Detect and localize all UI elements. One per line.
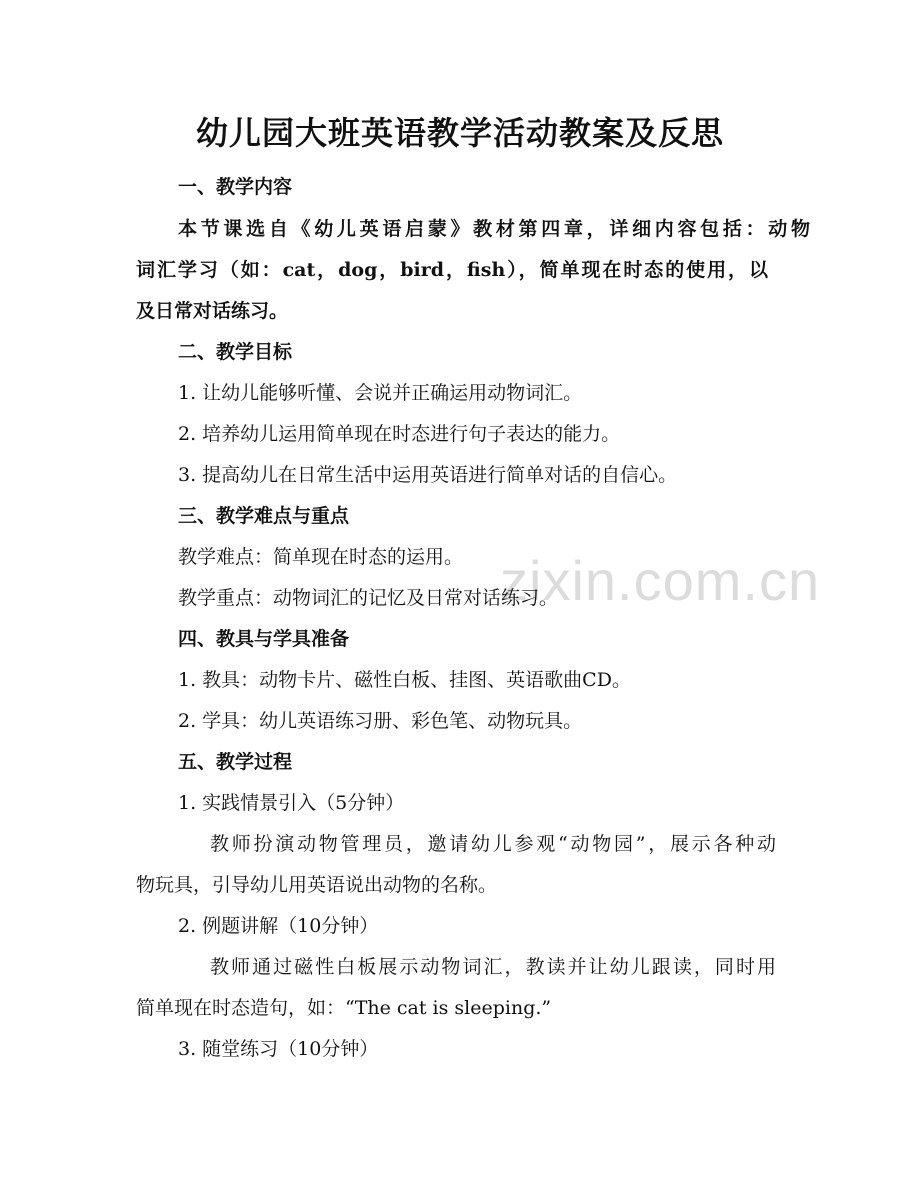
paragraph-line: 简单现在时态造句，如：“The cat is sleeping.” (136, 997, 552, 1019)
paragraph-line: 教师扮演动物管理员，邀请幼儿参观“动物园”，展示各种动 (210, 833, 776, 855)
paragraph-line: 教师通过磁性白板展示动物词汇，教读并让幼儿跟读，同时用 (210, 956, 776, 978)
paragraph-line: 词汇学习（如：cat，dog，bird，fish），简单现在时态的使用，以 (136, 259, 768, 281)
list-item: 1. 让幼儿能够听懂、会说并正确运用动物词汇。 (178, 382, 583, 404)
section-heading-5: 五、教学过程 (178, 751, 293, 773)
watermark: zixin.com.cn (500, 549, 821, 612)
list-item: 3. 随堂练习（10分钟） (178, 1038, 379, 1060)
section-heading-2: 二、教学目标 (178, 341, 293, 363)
paragraph-line: 及日常对话练习。 (136, 300, 289, 322)
document-title: 幼儿园大班英语教学活动教案及反思 (195, 114, 724, 152)
section-heading-4: 四、教具与学具准备 (178, 628, 350, 650)
paragraph-line: 物玩具，引导幼儿用英语说出动物的名称。 (136, 874, 498, 896)
list-item: 2. 培养幼儿运用简单现在时态进行句子表达的能力。 (178, 423, 621, 445)
list-item: 1. 教具：动物卡片、磁性白板、挂图、英语歌曲CD。 (178, 669, 631, 691)
list-item: 3. 提高幼儿在日常生活中运用英语进行简单对话的自信心。 (178, 464, 678, 486)
section-heading-1: 一、教学内容 (178, 176, 293, 198)
paragraph-line: 教学重点：动物词汇的记忆及日常对话练习。 (178, 587, 559, 609)
list-item: 2. 例题讲解（10分钟） (178, 915, 379, 937)
list-item: 1. 实践情景引入（5分钟） (178, 792, 405, 814)
paragraph-line: 教学难点：简单现在时态的运用。 (178, 546, 464, 568)
paragraph-line: 本节课选自《幼儿英语启蒙》教材第四章，详细内容包括：动物 (178, 218, 810, 240)
section-heading-3: 三、教学难点与重点 (178, 505, 350, 527)
list-item: 2. 学具：幼儿英语练习册、彩色笔、动物玩具。 (178, 710, 583, 732)
